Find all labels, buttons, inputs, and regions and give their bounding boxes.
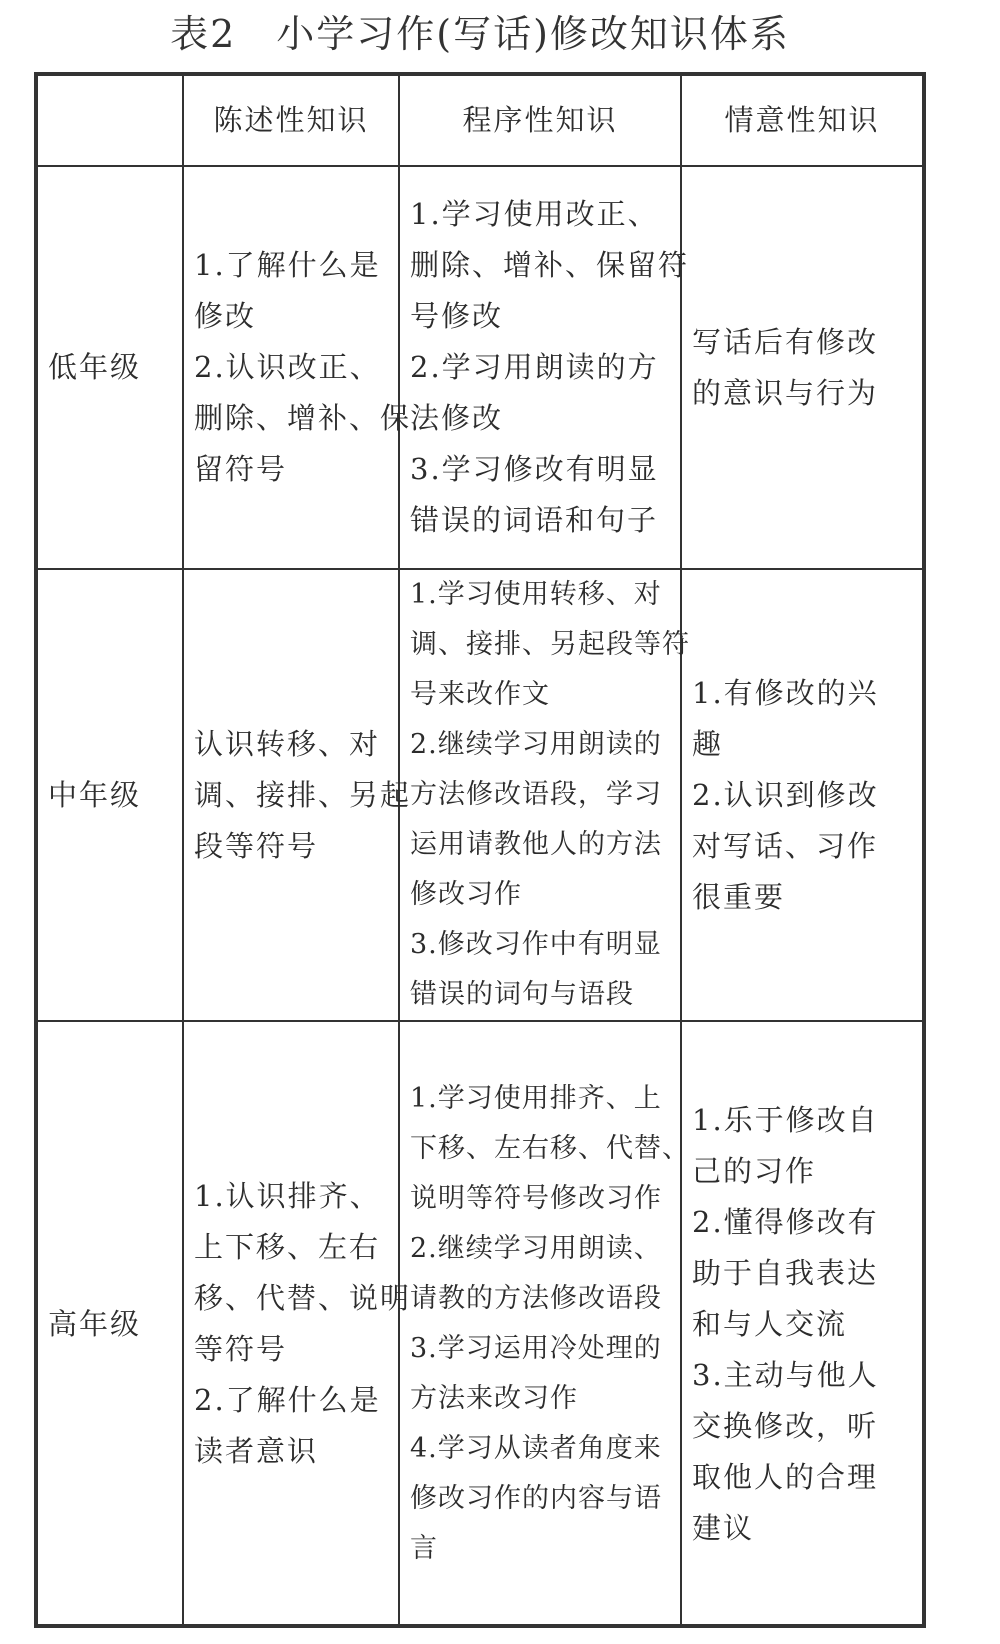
affective-line: 3.主动与他人 — [692, 1357, 879, 1392]
procedural-line: 请教的方法修改语段 — [410, 1283, 662, 1314]
affective-line: 1.有修改的兴 — [692, 675, 879, 710]
affective-line: 己的习作 — [692, 1153, 817, 1188]
affective-cell — [681, 166, 922, 569]
table-row — [38, 569, 922, 1021]
declarative-line: 2.了解什么是 — [194, 1383, 381, 1417]
declarative-line: 认识转移、对 — [194, 726, 381, 761]
header-procedural: 程序性知识 — [399, 76, 681, 166]
declarative-line: 读者意识 — [194, 1434, 319, 1468]
declarative-cell — [183, 166, 412, 569]
declarative-line: 1.了解什么是 — [194, 248, 381, 282]
header-affective: 情意性知识 — [681, 76, 922, 166]
affective-line: 对写话、习作 — [692, 828, 879, 863]
procedural-line: 法修改 — [410, 401, 504, 435]
knowledge-table — [34, 72, 926, 1628]
declarative-line: 修改 — [194, 299, 257, 333]
grade-cell: 中年级 — [38, 569, 183, 1021]
affective-line: 交换修改，听 — [692, 1408, 879, 1443]
procedural-line: 方法修改语段，学习 — [410, 779, 662, 810]
affective-line: 助于自我表达 — [692, 1255, 879, 1290]
procedural-line: 言 — [410, 1533, 438, 1564]
declarative-line: 段等符号 — [194, 828, 319, 863]
procedural-line: 说明等符号修改习作 — [410, 1183, 662, 1214]
grade-cell: 高年级 — [38, 1021, 183, 1626]
declarative-line: 等符号 — [194, 1332, 288, 1366]
procedural-line: 修改习作的内容与语 — [410, 1483, 662, 1514]
procedural-line: 下移、左右移、代替、 — [410, 1133, 690, 1164]
affective-cell — [681, 1021, 922, 1626]
procedural-line: 4.学习从读者角度来 — [410, 1433, 662, 1464]
declarative-line: 2.认识改正、 — [194, 350, 381, 384]
grade-cell: 低年级 — [38, 166, 183, 569]
affective-line: 的意识与行为 — [692, 375, 879, 410]
procedural-line: 号修改 — [410, 299, 504, 333]
affective-line: 写话后有修改 — [692, 324, 879, 359]
table-row — [38, 166, 922, 569]
affective-line: 建议 — [692, 1510, 755, 1545]
procedural-cell — [399, 166, 690, 569]
table-row — [38, 1021, 922, 1626]
procedural-line: 方法来改习作 — [410, 1383, 578, 1414]
procedural-line: 错误的词句与语段 — [410, 979, 634, 1010]
declarative-line: 留符号 — [194, 452, 288, 486]
procedural-line: 3.修改习作中有明显 — [410, 929, 662, 960]
affective-line: 2.认识到修改 — [692, 777, 879, 812]
declarative-cell — [183, 569, 412, 1021]
procedural-line: 2.继续学习用朗读、 — [410, 1233, 662, 1264]
declarative-line: 上下移、左右 — [194, 1230, 381, 1264]
declarative-line: 1.认识排齐、 — [194, 1179, 381, 1213]
knowledge-table-grid — [38, 76, 922, 1626]
declarative-line: 调、接排、另起 — [194, 777, 412, 812]
table-title: 表2 小学习作(写话)修改知识体系 — [170, 12, 790, 56]
affective-line: 趣 — [692, 726, 724, 761]
affective-line: 2.懂得修改有 — [692, 1204, 879, 1239]
header-corner-cell — [38, 76, 183, 166]
declarative-cell — [183, 1021, 412, 1626]
procedural-line: 号来改作文 — [410, 679, 550, 710]
affective-cell — [681, 569, 922, 1021]
affective-line: 和与人交流 — [692, 1306, 848, 1341]
header-row — [38, 76, 922, 166]
procedural-line: 1.学习使用转移、对 — [410, 579, 662, 610]
procedural-line: 1.学习使用排齐、上 — [410, 1083, 662, 1114]
procedural-line: 调、接排、另起段等符 — [410, 629, 690, 660]
procedural-cell — [399, 569, 690, 1021]
procedural-line: 1.学习使用改正、 — [410, 197, 659, 231]
procedural-line: 错误的词语和句子 — [410, 503, 659, 537]
procedural-line: 删除、增补、保留符 — [410, 248, 690, 282]
affective-line: 取他人的合理 — [692, 1459, 879, 1494]
procedural-line: 3.学习运用冷处理的 — [410, 1333, 662, 1364]
procedural-line: 运用请教他人的方法 — [410, 829, 662, 860]
procedural-cell — [399, 1021, 690, 1626]
procedural-line: 修改习作 — [410, 879, 522, 910]
affective-line: 很重要 — [692, 879, 786, 914]
affective-line: 1.乐于修改自 — [692, 1102, 879, 1137]
procedural-line: 3.学习修改有明显 — [410, 452, 659, 486]
declarative-line: 删除、增补、保 — [194, 401, 412, 435]
procedural-line: 2.学习用朗读的方 — [410, 350, 659, 384]
declarative-line: 移、代替、说明 — [194, 1281, 412, 1315]
header-declarative: 陈述性知识 — [183, 76, 399, 166]
procedural-line: 2.继续学习用朗读的 — [410, 729, 662, 760]
